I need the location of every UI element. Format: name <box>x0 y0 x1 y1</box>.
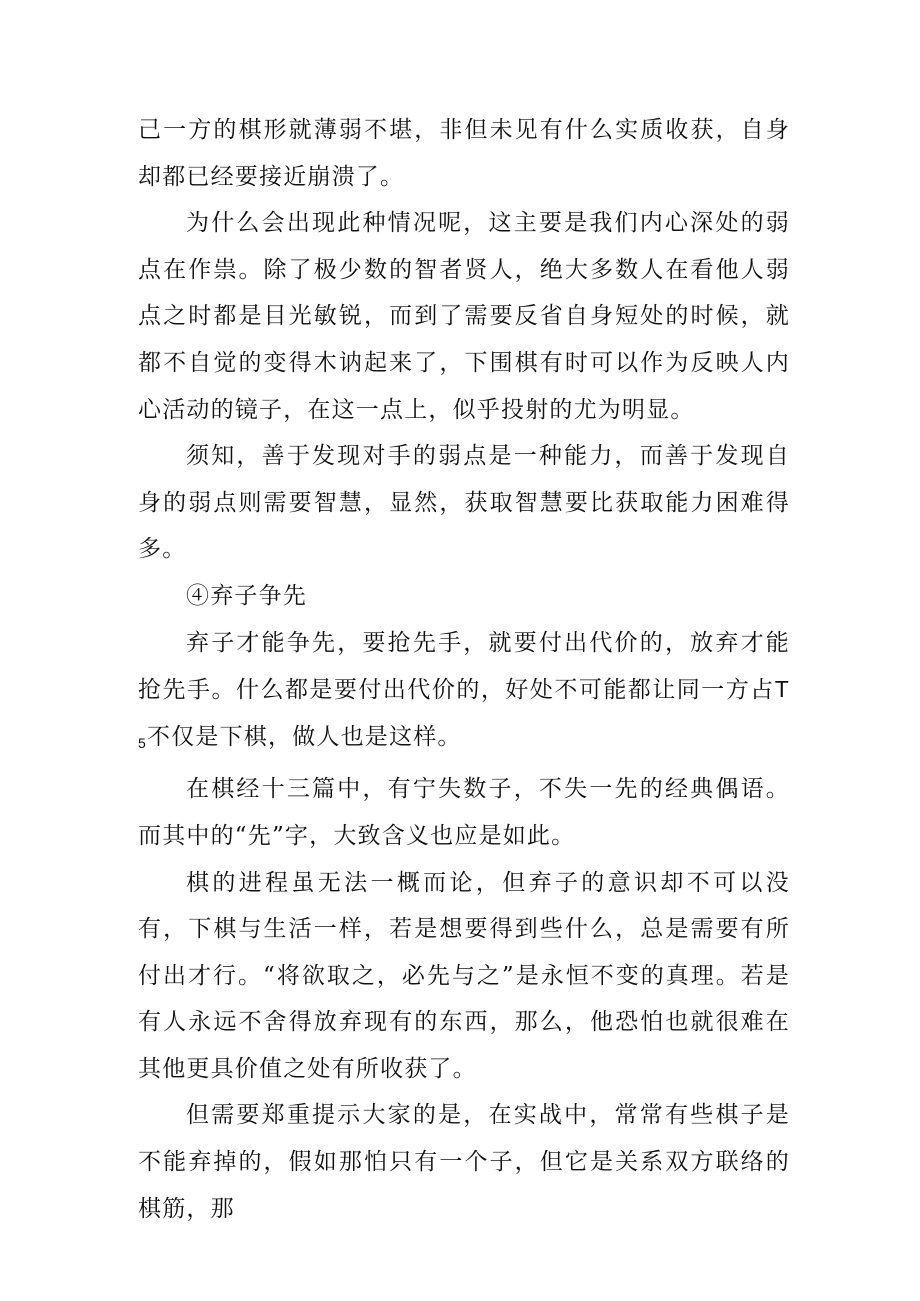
paragraph-classic: 在棋经十三篇中，有宁失数子，不失一先的经典偶语。而其中的“先”字，大致含义也应是如此。 <box>138 776 790 849</box>
paragraph-giving: 棋的进程虽无法一概而论，但弃子的意识却不可以没有，下棋与生活一样，若是想要得到些什么，总是需要有所付出才行。“将欲取之，必先与之”是永恒不变的真理。若是有人永远不舍得放弃现有的东西，那么，他恐怕也就很难在其他更具价值之处有所收获了。 <box>138 869 790 1082</box>
paragraph-sacrifice-text: 弃子才能争先，要抢先手，就要付出代价的，放弃才能抢先手。什么都是要付出代价的，好处不可能都让同一方占 <box>138 629 790 704</box>
paragraph-sacrifice <box>138 620 790 767</box>
document-body <box>138 107 790 1232</box>
symbol-t: T <box>774 676 790 703</box>
paragraph-wisdom: 须知，善于发现对手的弱点是一种能力，而善于发现自身的弱点则需要智慧，显然，获取智慧要比获取能力困难得多。 <box>138 443 790 563</box>
paragraph-inner-weakness: 为什么会出现此种情况呢，这主要是我们内心深处的弱点在作祟。除了极少数的智者贤人，绝大多数人在看他人弱点之时都是目光敏锐，而到了需要反省自身短处的时候，就都不自觉的变得木讷起来了，下围棋有时可以作为反映人内心活动的镜子，在这一点上，似乎投射的尤为明显。 <box>138 210 790 423</box>
paragraph-sacrifice-text-after: 不仅是下棋，做人也是这样。 <box>147 723 462 750</box>
section-heading: ④弃子争先 <box>186 582 307 609</box>
paragraph-warning: 但需要郑重提示大家的是，在实战中，常常有些棋子是不能弃掉的，假如那怕只有一个子，但它是关系双方联络的棋筋，那 <box>138 1102 790 1222</box>
paragraph-continued: 己一方的棋形就薄弱不堪，非但未见有什么实质收获，自身却都已经要接近崩溃了。 <box>138 117 790 190</box>
symbol-subscript: 5 <box>138 734 147 751</box>
